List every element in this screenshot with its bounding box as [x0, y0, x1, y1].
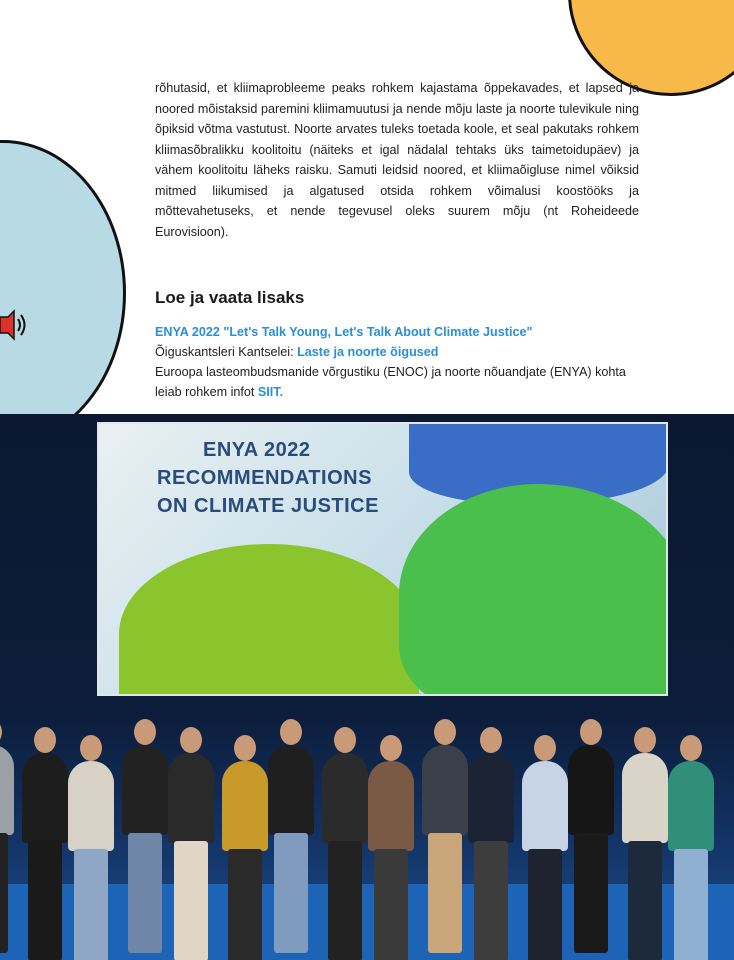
person-head [334, 727, 356, 753]
person-legs [374, 849, 408, 960]
person-torso [0, 745, 14, 835]
body-paragraph: rõhutasid, et kliimaprobleeme peaks rohkem kajastama õppekavades, et lapsed ja noored mõistaksid paremini kliimamuutusi ja nende mõju laste ja noorte tulevikule ning õpiksid võtma vastutust. Noorte arvates tuleks toetada koole, et seal pakutaks rohkem kliimasõbralikku koolitoitu (näiteks et igal nädalal tehtaks üks taimetoidupäev) ja vähem koolitoitu läheks raisku. Samuti leidsid noored, et kliimaõigluse nimel võiksid mitmed liikumised ja algatused otsida rohkem võimalusi koostööks ja mõttevahetuseks, et nende tegevusel oleks suurem mõju (nt Roheideede Eurovisioon). [155, 81, 639, 239]
decorative-blue-shape [0, 140, 126, 446]
person-legs [328, 841, 362, 960]
person-torso [568, 745, 614, 835]
person-torso [222, 761, 268, 851]
person-head [534, 735, 556, 761]
person-head [180, 727, 202, 753]
person-torso [322, 753, 368, 843]
person-head [0, 719, 2, 745]
person-head [680, 735, 702, 761]
person-head [634, 727, 656, 753]
person-head [580, 719, 602, 745]
person-head [434, 719, 456, 745]
screen-title [157, 436, 379, 520]
section-heading: Loe ja vaata lisaks [155, 288, 305, 307]
person-head [380, 735, 402, 761]
enoc-link[interactable]: SIIT. [257, 385, 284, 399]
person-legs [0, 833, 8, 953]
person-head [480, 727, 502, 753]
person-torso [522, 761, 568, 851]
enya-link[interactable]: ENYA 2022 "Let's Talk Young, Let's Talk About Climate Justice" [155, 325, 533, 339]
stage [0, 884, 734, 960]
person-torso [368, 761, 414, 851]
person-legs [574, 833, 608, 953]
person-torso [622, 753, 668, 843]
person-head [134, 719, 156, 745]
screen-graphic-leaf-left [119, 544, 419, 696]
person-legs [674, 849, 708, 960]
further-reading-links [155, 322, 645, 402]
person-head [34, 727, 56, 753]
person-torso [22, 753, 68, 843]
person-legs [628, 841, 662, 960]
person-head [234, 735, 256, 761]
person-torso [422, 745, 468, 835]
chancellor-link[interactable]: Laste ja noorte õigused [297, 345, 439, 359]
screen-title-line: RECOMMENDATIONS [157, 467, 372, 489]
presentation-screen [97, 422, 668, 696]
screen-graphic-leaf-right [399, 484, 668, 696]
person-legs [74, 849, 108, 960]
enoc-text: Euroopa lasteombudsmanide võrgustiku (ENOC) ja noorte nõuandjate (ENYA) kohta leiab rohkem infot [155, 365, 626, 399]
event-photo [0, 414, 734, 960]
person-legs [28, 841, 62, 960]
screen-title-line: ON CLIMATE JUSTICE [157, 495, 379, 517]
person-torso [122, 745, 168, 835]
person-torso [268, 745, 314, 835]
person-head [80, 735, 102, 761]
person-legs [528, 849, 562, 960]
person-torso [68, 761, 114, 851]
person-legs [174, 841, 208, 960]
person-legs [128, 833, 162, 953]
person-legs [274, 833, 308, 953]
person-legs [228, 849, 262, 960]
person-head [280, 719, 302, 745]
screen-title-line: ENYA 2022 [203, 439, 311, 461]
person-torso [468, 753, 514, 843]
person-torso [168, 753, 214, 843]
person-torso [668, 761, 714, 851]
speaker-icon [0, 305, 28, 345]
person-legs [428, 833, 462, 953]
chancellor-prefix: Õiguskantsleri Kantselei: [155, 345, 294, 359]
person-legs [474, 841, 508, 960]
